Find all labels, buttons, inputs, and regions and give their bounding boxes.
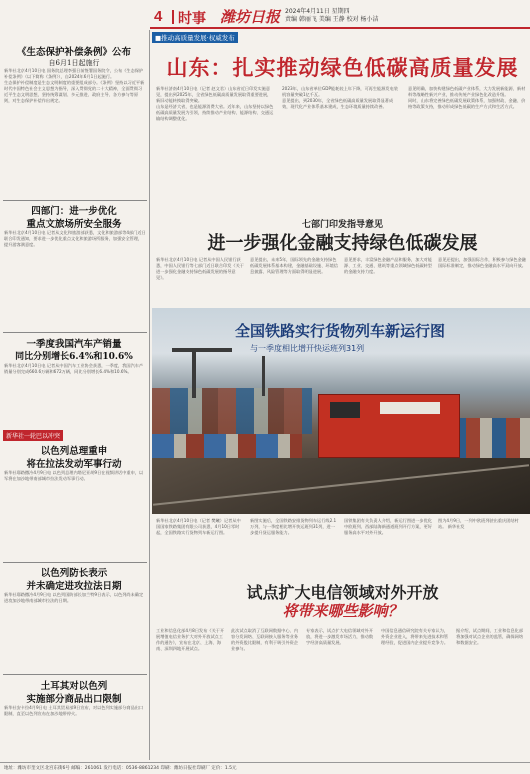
article-body xyxy=(4,470,146,560)
paper-name: 潍坊日报 xyxy=(220,8,281,26)
caption-column: 国铁集团有关负责人介绍，新运行图进一步优化中欧班列、西部陆海新通道班列开行方案，更好服务高水平对外开放。 xyxy=(344,518,432,535)
article-title-line2: 将在拉法发动军事行动 xyxy=(26,459,122,470)
article-column xyxy=(282,86,400,206)
section-tag: 新华社一轮巴以冲突 xyxy=(3,430,63,441)
article-column: 专家表示，试点扩大电信领域对外开放，将进一步激发市场活力，推动数字经济高质量发展。 xyxy=(306,628,374,645)
main-headline: 山东：扎实推动绿色低碳高质量发展 xyxy=(166,55,519,80)
left-column xyxy=(0,30,149,774)
article-body xyxy=(4,68,146,198)
paragraph: 新华社北京4月10日电 国务院总理李强日前签署国务院令，公布《生态保护补偿条例》（以下简称《条例》），自2024年6月1日起施行。 xyxy=(4,68,144,79)
section-name: 时事 xyxy=(178,11,206,27)
article-title: 一季度我国汽车产销量 xyxy=(26,339,122,350)
article-body xyxy=(4,230,146,330)
paragraph: 新华社北京4月10日电 记者从中国汽车工业协会获悉，一季度，我国汽车产销量分别完成660.6万辆和672万辆，同比分别增长6.4%和10.6%。 xyxy=(4,363,144,374)
article-headline: 进一步强化金融支持绿色低碳发展 xyxy=(207,233,478,254)
article-body xyxy=(4,705,146,760)
column-rule xyxy=(149,30,150,760)
caption-column: 新华社北京4月10日电（记者 樊曦）记者从中国国家铁路集团有限公司获悉，4月10日零时起，全国铁路实行货物列车新运行图。 xyxy=(156,518,241,535)
divider xyxy=(3,674,147,675)
article-column xyxy=(408,86,526,206)
article-title: 土耳其对以色列 xyxy=(40,681,108,692)
article-title-line2: 实施部分商品出口限制 xyxy=(26,694,122,705)
paragraph: 新华社济南4月10日电（记者 赵文君）山东省近日印发实施意见，提出到2025年，全省绿色低碳高质量发展取得重要进展，新旧动能转换取得突破。 xyxy=(156,86,272,103)
article-column: 意见提出，未来5年，国际领先的金融支持绿色低碳发展体系基本构建，金融基础设施、环境信息披露、风险管理等方面取得明显进展。 xyxy=(250,257,338,274)
divider xyxy=(3,562,147,563)
paragraph: 同时，山东将完善绿色低碳发展政策体系，加强财政、金融、价格等政策支持，推动形成绿色低碳的生产方式和生活方式。 xyxy=(408,98,526,109)
photo-headline: 全国铁路实行货物列车新运行图 xyxy=(234,322,445,340)
article-headline-line2: 将带来哪些影响？ xyxy=(282,602,403,620)
caption-column: 新图实施后，全国铁路安排货物列车运行线2.1万列，与一季度相比增开快运班列31列，进一步提升货运服务能力。 xyxy=(250,518,337,535)
article-column xyxy=(156,86,274,206)
masthead-divider xyxy=(172,10,174,24)
article-title: 四部门：进一步优化 xyxy=(31,206,117,217)
paragraph: 新华社安卡拉4月9日电 土耳其贸易部9日宣布，对以色列实施部分商品出口限制，直至以色列宣布在加沙地带停火。 xyxy=(4,705,144,716)
divider xyxy=(3,332,147,333)
section-tag: ■推动高质量发展·权威发布 xyxy=(152,32,238,43)
divider xyxy=(3,200,147,201)
article-column: 此次试点取消了互联网数据中心、内容分发网络、互联网接入服务等业务的外资股比限制，有利于吸引外资企业参与。 xyxy=(231,628,299,651)
article-column: 中国信息通信研究院有关专家认为，外资企业进入，将带来先进技术和管理经验，促进国内企业提升竞争力。 xyxy=(381,628,449,645)
editor-credits: 责编 韩丽飞 美编 王静 校对 杨小洁 xyxy=(285,16,379,23)
article-column: 意见还提出，加强国际合作，积极参与绿色金融国际标准制定，推动绿色金融高水平双向开放。 xyxy=(438,257,526,268)
paragraph: 新华社耶路撒冷4月9日电 以色列总理内塔尼亚胡9日在视频讲话中重申，以军将在加沙地带南部城市拉法发动军事行动。 xyxy=(4,470,144,481)
article-headline: 试点扩大电信领域对外开放 xyxy=(246,583,439,602)
article-body xyxy=(4,363,146,425)
article-title: 《生态保护补偿条例》公布 xyxy=(16,47,131,58)
caption-column: 图为4月9日，一列中欧班列驶出重庆团结村站。 新华社发 xyxy=(438,518,519,529)
article-title: 以色列总理重申 xyxy=(40,446,108,457)
article-title: 以色列防长表示 xyxy=(40,568,108,579)
photo-subheadline: 与一季度相比增开快运班列31列 xyxy=(250,344,365,353)
paragraph: 意见提出，到2030年，全省绿色低碳高质量发展取得显著成效，现代化产业体系基本建成，生态环境质量持续改善。 xyxy=(282,98,394,109)
article-column: 意见要求，丰富绿色金融产品和服务，加大对能源、工业、交通、建筑等重点领域绿色低碳转型的金融支持力度。 xyxy=(344,257,432,274)
article-column: 据介绍，试点期间，工业和信息化部将加强对试点企业的监管，确保网络和数据安全。 xyxy=(456,628,524,645)
article-title-line2: 重点文旅场所安全服务 xyxy=(26,219,122,230)
dateline xyxy=(285,8,379,24)
article-title-line2: 并未确定进攻拉法日期 xyxy=(26,581,122,592)
paragraph: 2023年，山东省单位GDP能耗较上年下降，可再生能源发电装机容量突破1亿千瓦。 xyxy=(282,86,398,97)
article-column: 工业和信息化部4月8日发布《关于开展增值电信业务扩大对外开放试点工作的通告》，宣布在北京、上海、海南、深圳四地开展试点。 xyxy=(156,628,225,651)
locomotive-stripe xyxy=(380,402,440,414)
page-footer: 地址：潍坊市奎文区北宫东街6号 邮编：261061 发行电话：0536-8861234 印刷：潍坊日报社印刷厂 定价：1.5元 xyxy=(0,762,530,774)
paragraph: 意见明确，加快构建绿色低碳产业体系，大力发展新能源、新材料等战略性新兴产业，推动传统产业绿色化改造升级。 xyxy=(408,86,526,97)
page-number: 4 xyxy=(154,8,163,25)
article-column: 新华社北京4月10日电 记者从中国人民银行获悉，中国人民银行等七部门近日联合印发《关于进一步强化金融支持绿色低碳发展的指导意见》。 xyxy=(156,257,244,280)
paragraph: 生态保护补偿制度是生态文明制度的重要组成部分。《条例》坚持以习近平新时代中国特色社会主义思想为指导，深入贯彻党的二十大精神，全面贯彻习近平生态文明思想，坚持统筹谋划、多元推进、政府主导、各方参与等原则，对生态保护补偿作出规定。 xyxy=(4,80,145,103)
paragraph: 新华社北京4月10日电 记者从文化和旅游部获悉，文化和旅游部等4部门近日联合印发通知，要求进一步优化重点文化和旅游场所服务，加强安全管理，提升游客满意度。 xyxy=(4,230,146,247)
paragraph: 山东是经济大省，也是能源消费大省。近年来，山东坚持以绿色低碳高质量发展为引领，持续推动产业结构、能源结构、交通运输结构调整优化。 xyxy=(156,104,274,121)
locomotive-window xyxy=(330,402,360,418)
paragraph: 新华社耶路撒冷4月9日电 以色列国防部长加兰特9日表示，以色列尚未确定进攻加沙地带南部城市拉法的日期。 xyxy=(4,592,144,603)
issue-date: 2024年4月11日 星期四 xyxy=(285,8,350,15)
article-kicker: 七部门印发指导意见 xyxy=(301,220,383,230)
masthead-rule xyxy=(150,27,530,29)
article-body xyxy=(4,592,146,672)
article-subtitle: 自6月1日起施行 xyxy=(48,59,100,67)
article-title-line2: 同比分别增长6.4%和10.6% xyxy=(15,352,133,362)
